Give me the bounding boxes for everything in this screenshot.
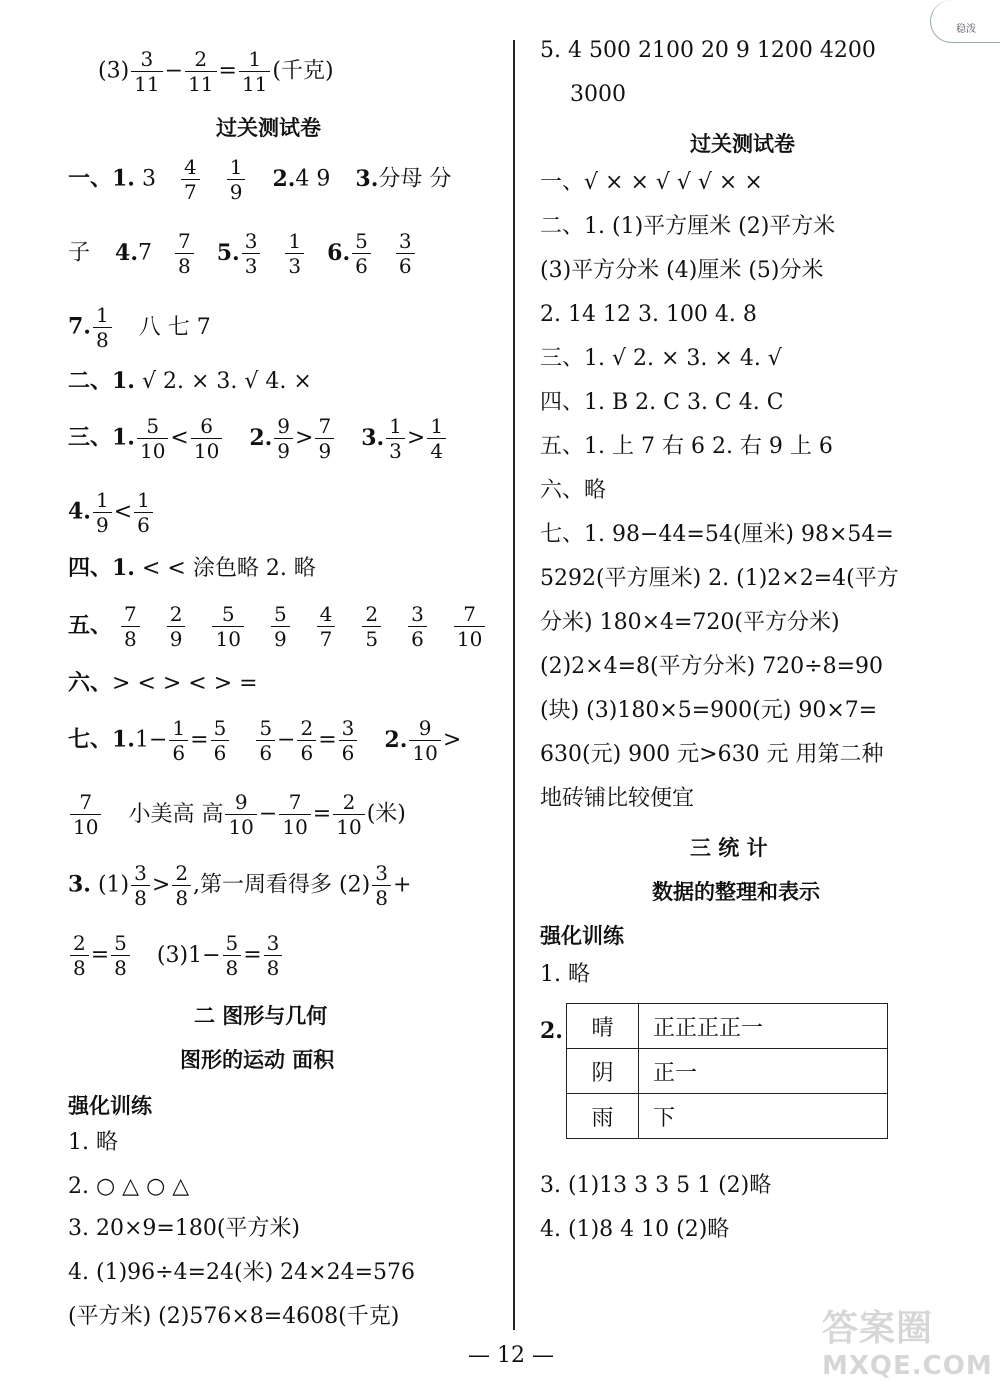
left-line-q1b: 子 4.7 $\frac{7}{8}$ 5. $\frac{3}{3}$ $\frac{1}{3}$ 6. $\frac{5}{6}$ $\frac{3}{6}$ xyxy=(68,230,417,277)
right-line-17: 地砖铺比较便宜 xyxy=(540,786,695,811)
fraction: $\frac{9}{10}$ xyxy=(225,791,256,838)
fraction: $\frac{5}{8}$ xyxy=(223,932,242,979)
chapter-heading: 三 统 计 xyxy=(690,836,768,860)
right-line-4: 二、1. (1)平方厘米 (2)平方米 xyxy=(540,214,836,239)
left-line-s3: 3. 20×9=180(平方米) xyxy=(68,1216,300,1241)
fraction: $\frac{7}{8}$ xyxy=(121,603,140,650)
fraction: $\frac{5}{6}$ xyxy=(211,717,230,764)
fraction: $\frac{5}{8}$ xyxy=(111,932,130,979)
right-line-11: 七、1. 98−44=54(厘米) 98×54= xyxy=(540,522,894,547)
left-line-q7: 七、1.1− $\frac{1}{6}$ = $\frac{5}{6}$ $\frac{5}{6}$ − $\frac{2}{6}$ = $\frac{3}{6}$ 2. $\frac{9}{10}$ > xyxy=(68,716,462,765)
fraction: $\frac{1}{11}$ xyxy=(239,48,270,95)
left-line-1: (3) $\frac{3}{11}$ − $\frac{2}{11}$ = $\frac{1}{11}$ (千克) xyxy=(98,47,334,96)
fraction: $\frac{7}{10}$ xyxy=(454,603,485,650)
right-line-9: 五、1. 上 7 右 6 2. 右 9 上 6 xyxy=(540,434,833,459)
fraction: $\frac{6}{10}$ xyxy=(191,415,222,462)
fraction: $\frac{1}{9}$ xyxy=(93,489,112,536)
right-line-18: 1. 略 xyxy=(540,962,590,987)
section-heading: 图形的运动 面积 xyxy=(180,1048,335,1072)
fraction: $\frac{5}{10}$ xyxy=(137,415,168,462)
tally-cell: 下 xyxy=(639,1094,888,1139)
left-line-q4: 四、1. < < 涂色略 2. 略 xyxy=(68,555,316,581)
right-line-8: 四、1. B 2. C 3. C 4. C xyxy=(540,390,784,415)
right-line-14: (2)2×4=8(平方分米) 720÷8=90 xyxy=(540,654,884,679)
fraction: $\frac{7}{9}$ xyxy=(315,415,334,462)
fraction: $\frac{3}{11}$ xyxy=(131,48,162,95)
page-number: — 12 — xyxy=(468,1343,554,1368)
left-line-q7b: $\frac{7}{10}$ 小美高 高 $\frac{9}{10}$ − $\frac{7}{10}$ = $\frac{2}{10}$ (米) xyxy=(68,791,406,838)
subsection-heading: 强化训练 xyxy=(540,924,624,948)
right-line-21: 4. (1)8 4 10 (2)略 xyxy=(540,1217,730,1242)
section-heading: 过关测试卷 xyxy=(216,116,321,140)
weather-cell: 雨 xyxy=(567,1094,639,1139)
fraction: $\frac{3}{6}$ xyxy=(396,230,415,277)
right-line-19: 2. xyxy=(540,1018,563,1044)
left-line-q7d: $\frac{2}{8}$ = $\frac{5}{8}$ (3)1− $\frac{5}{8}$ = $\frac{3}{8}$ xyxy=(68,932,284,979)
right-line-7: 三、1. √ 2. × 3. × 4. √ xyxy=(540,346,782,371)
fraction: $\frac{1}{3}$ xyxy=(386,415,405,462)
table-row xyxy=(567,1004,888,1049)
fraction: $\frac{5}{6}$ xyxy=(352,230,371,277)
fraction: $\frac{1}{6}$ xyxy=(134,489,153,536)
fraction: $\frac{5}{6}$ xyxy=(256,717,275,764)
tally-table xyxy=(566,1003,888,1139)
left-line-q3b: 4. $\frac{1}{9}$ < $\frac{1}{6}$ xyxy=(68,489,155,536)
fraction: $\frac{3}{8}$ xyxy=(264,932,283,979)
section-heading: 数据的整理和表示 xyxy=(652,880,820,904)
weather-cell: 晴 xyxy=(567,1004,639,1049)
fraction: $\frac{4}{7}$ xyxy=(317,603,336,650)
right-line-10: 六、略 xyxy=(540,478,607,503)
subsection-heading: 强化训练 xyxy=(68,1094,152,1118)
fraction: $\frac{9}{9}$ xyxy=(274,415,293,462)
right-line-3: 一、√ × × √ √ √ × × xyxy=(540,170,763,195)
left-line-q6: 六、> < > < > = xyxy=(68,670,258,696)
fraction: $\frac{2}{6}$ xyxy=(297,717,316,764)
section-heading: 过关测试卷 xyxy=(690,132,795,156)
fraction: $\frac{2}{11}$ xyxy=(185,48,216,95)
fraction: $\frac{1}{8}$ xyxy=(93,304,112,351)
fraction: $\frac{3}{6}$ xyxy=(408,603,427,650)
fraction: $\frac{7}{10}$ xyxy=(70,791,101,838)
chapter-heading: 二 图形与几何 xyxy=(194,1004,328,1028)
fraction: $\frac{2}{10}$ xyxy=(333,791,364,838)
watermark-logo: 答案圈 MXQE.COM xyxy=(822,1308,993,1381)
fraction: $\frac{2}{9}$ xyxy=(167,603,186,650)
left-line-s1: 1. 略 xyxy=(68,1130,118,1155)
right-line-16: 630(元) 900 元>630 元 用第二种 xyxy=(540,742,884,767)
left-line-q5: 五、 $\frac{7}{8}$ $\frac{2}{9}$ $\frac{5}{10}$ $\frac{5}{9}$ $\frac{4}{7}$ $\frac{2}{5}$ $\frac{3}{6}$ $\frac{7}{10}$ xyxy=(68,603,487,650)
left-line-s2: 2. ○ △ ○ △ xyxy=(68,1174,190,1199)
fraction: $\frac{2}{8}$ xyxy=(70,932,89,979)
column-divider xyxy=(513,40,515,1330)
left-line-s4b: (平方米) (2)576×8=4608(千克) xyxy=(68,1304,400,1329)
table-row xyxy=(567,1049,888,1094)
fraction: $\frac{1}{3}$ xyxy=(285,230,304,277)
fraction: $\frac{9}{10}$ xyxy=(409,717,440,764)
right-line-13: 分米) 180×4=720(平方分米) xyxy=(540,610,840,635)
left-line-s4: 4. (1)96÷4=24(米) 24×24=576 xyxy=(68,1260,416,1285)
fraction: $\frac{5}{9}$ xyxy=(271,603,290,650)
fraction: $\frac{7}{10}$ xyxy=(279,791,310,838)
fraction: $\frac{1}{9}$ xyxy=(227,156,246,203)
tally-cell: 正一 xyxy=(639,1049,888,1094)
right-line-15: (块) (3)180×5=900(元) 90×7= xyxy=(540,698,878,723)
right-line-20: 3. (1)13 3 3 5 1 (2)略 xyxy=(540,1173,772,1198)
fraction: $\frac{3}{8}$ xyxy=(372,862,391,909)
fraction: $\frac{1}{4}$ xyxy=(427,415,446,462)
right-line-6: 2. 14 12 3. 100 4. 8 xyxy=(540,302,757,327)
left-line-q1: 一、1. 3 $\frac{4}{7}$ $\frac{1}{9}$ 2.4 9 3.分母 分 xyxy=(68,155,452,204)
weather-cell: 阴 xyxy=(567,1049,639,1094)
fraction: $\frac{3}{3}$ xyxy=(242,230,261,277)
right-line-2: 3000 xyxy=(570,82,626,107)
right-line-5: (3)平方分米 (4)厘米 (5)分米 xyxy=(540,258,824,283)
fraction: $\frac{1}{6}$ xyxy=(169,717,188,764)
fraction: $\frac{2}{5}$ xyxy=(362,603,381,650)
left-line-q7c: 3. (1) $\frac{3}{8}$ > $\frac{2}{8}$ ,第一周看得多 (2) $\frac{3}{8}$ + xyxy=(68,861,412,910)
table-row xyxy=(567,1094,888,1139)
fraction: $\frac{2}{8}$ xyxy=(172,862,191,909)
right-line-12: 5292(平方厘米) 2. (1)2×2=4(平方 xyxy=(540,566,899,591)
fraction: $\frac{3}{8}$ xyxy=(131,862,150,909)
left-line-q2: 二、1. √ 2. × 3. √ 4. × xyxy=(68,368,312,394)
corner-stamp: 稳泼 xyxy=(930,0,1000,43)
right-line-1: 5. 4 500 2100 20 9 1200 4200 xyxy=(540,38,876,63)
fraction: $\frac{4}{7}$ xyxy=(181,156,200,203)
left-line-q1c: 7. $\frac{1}{8}$ 八 七 7 xyxy=(68,303,211,352)
fraction: $\frac{5}{10}$ xyxy=(212,603,243,650)
tally-cell: 正正正正一 xyxy=(639,1004,888,1049)
left-line-q3: 三、1. $\frac{5}{10}$ < $\frac{6}{10}$ 2. $\frac{9}{9}$ > $\frac{7}{9}$ 3. $\frac{1}{3}$ > $\frac{1}{4}$ xyxy=(68,415,448,462)
fraction: $\frac{7}{8}$ xyxy=(175,230,194,277)
fraction: $\frac{3}{6}$ xyxy=(339,717,358,764)
